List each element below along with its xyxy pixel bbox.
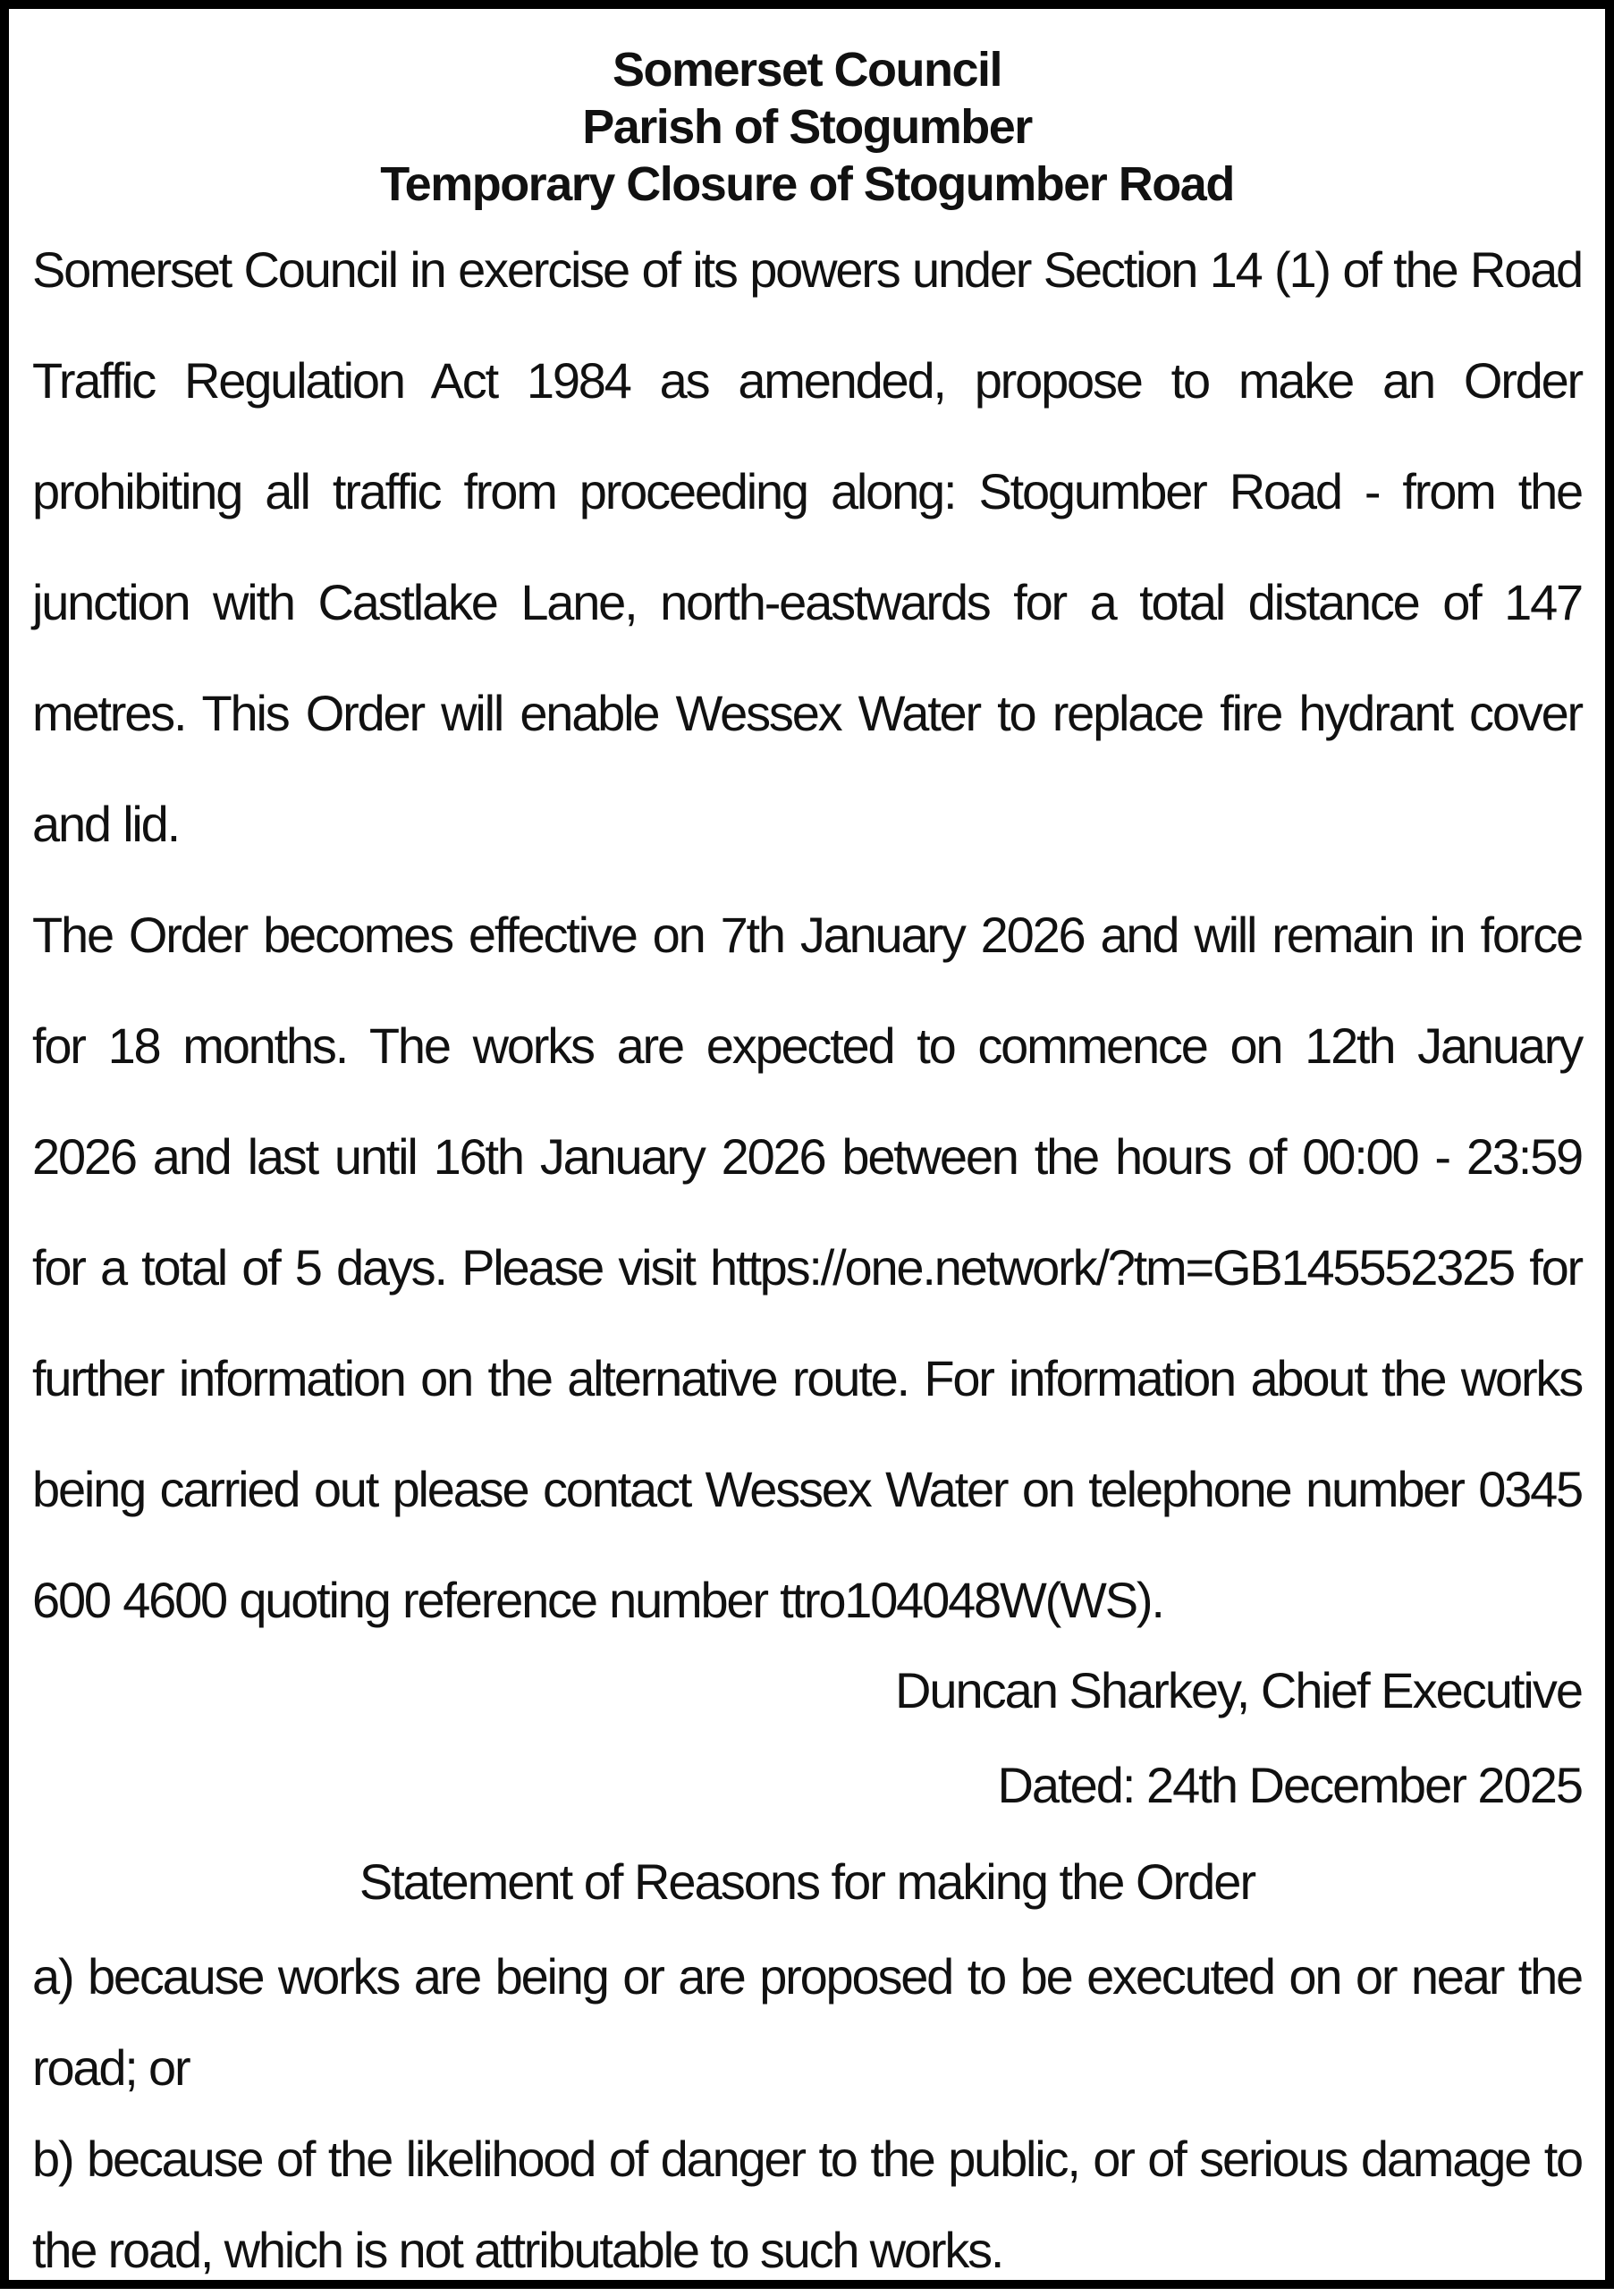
signatory: Duncan Sharkey, Chief Executive [894,1662,1582,1718]
order-details-paragraph: The Order becomes effective on 7th January 2026 and will remain in force for 18 months. The works are expected to commence on 12th January 2026 and last until 16th January 2026 between the hours of 00:00 - 23:59 for a total of 5 days. Please visit https://one.network/?tm=GB145552325 for further information on the alternative route. For information about the works being carried out please contact Wessex Water on telephone number 0345 600 4600 quoting reference number ttro104048W(WS). [32,907,1582,1628]
date-line: Dated: 24th December 2025 [997,1757,1582,1813]
authority-heading: Somerset Council [612,43,1002,97]
reasons-heading: Statement of Reasons for making the Order [359,1853,1255,1910]
parish-heading: Parish of Stogumber [582,100,1032,154]
notice-title: Temporary Closure of Stogumber Road [380,157,1234,211]
reason-b: b) because of the likelihood of danger to the public, or of serious damage to the road, which is not attributable to such works. [32,2131,1582,2278]
reason-a: a) because works are being or are proposed to be executed on or near the road; or [32,1948,1582,2096]
order-proposal-paragraph: Somerset Council in exercise of its powers under Section 14 (1) of the Road Traffic Regulation Act 1984 as amended, propose to make an Order prohibiting all traffic from proceeding along: Stogumber Road - from the junction with Castlake Lane, north-eastwards for a total distance of 147 metres. This Order will enable Wessex Water to replace fire hydrant cover and lid. [32,241,1582,852]
